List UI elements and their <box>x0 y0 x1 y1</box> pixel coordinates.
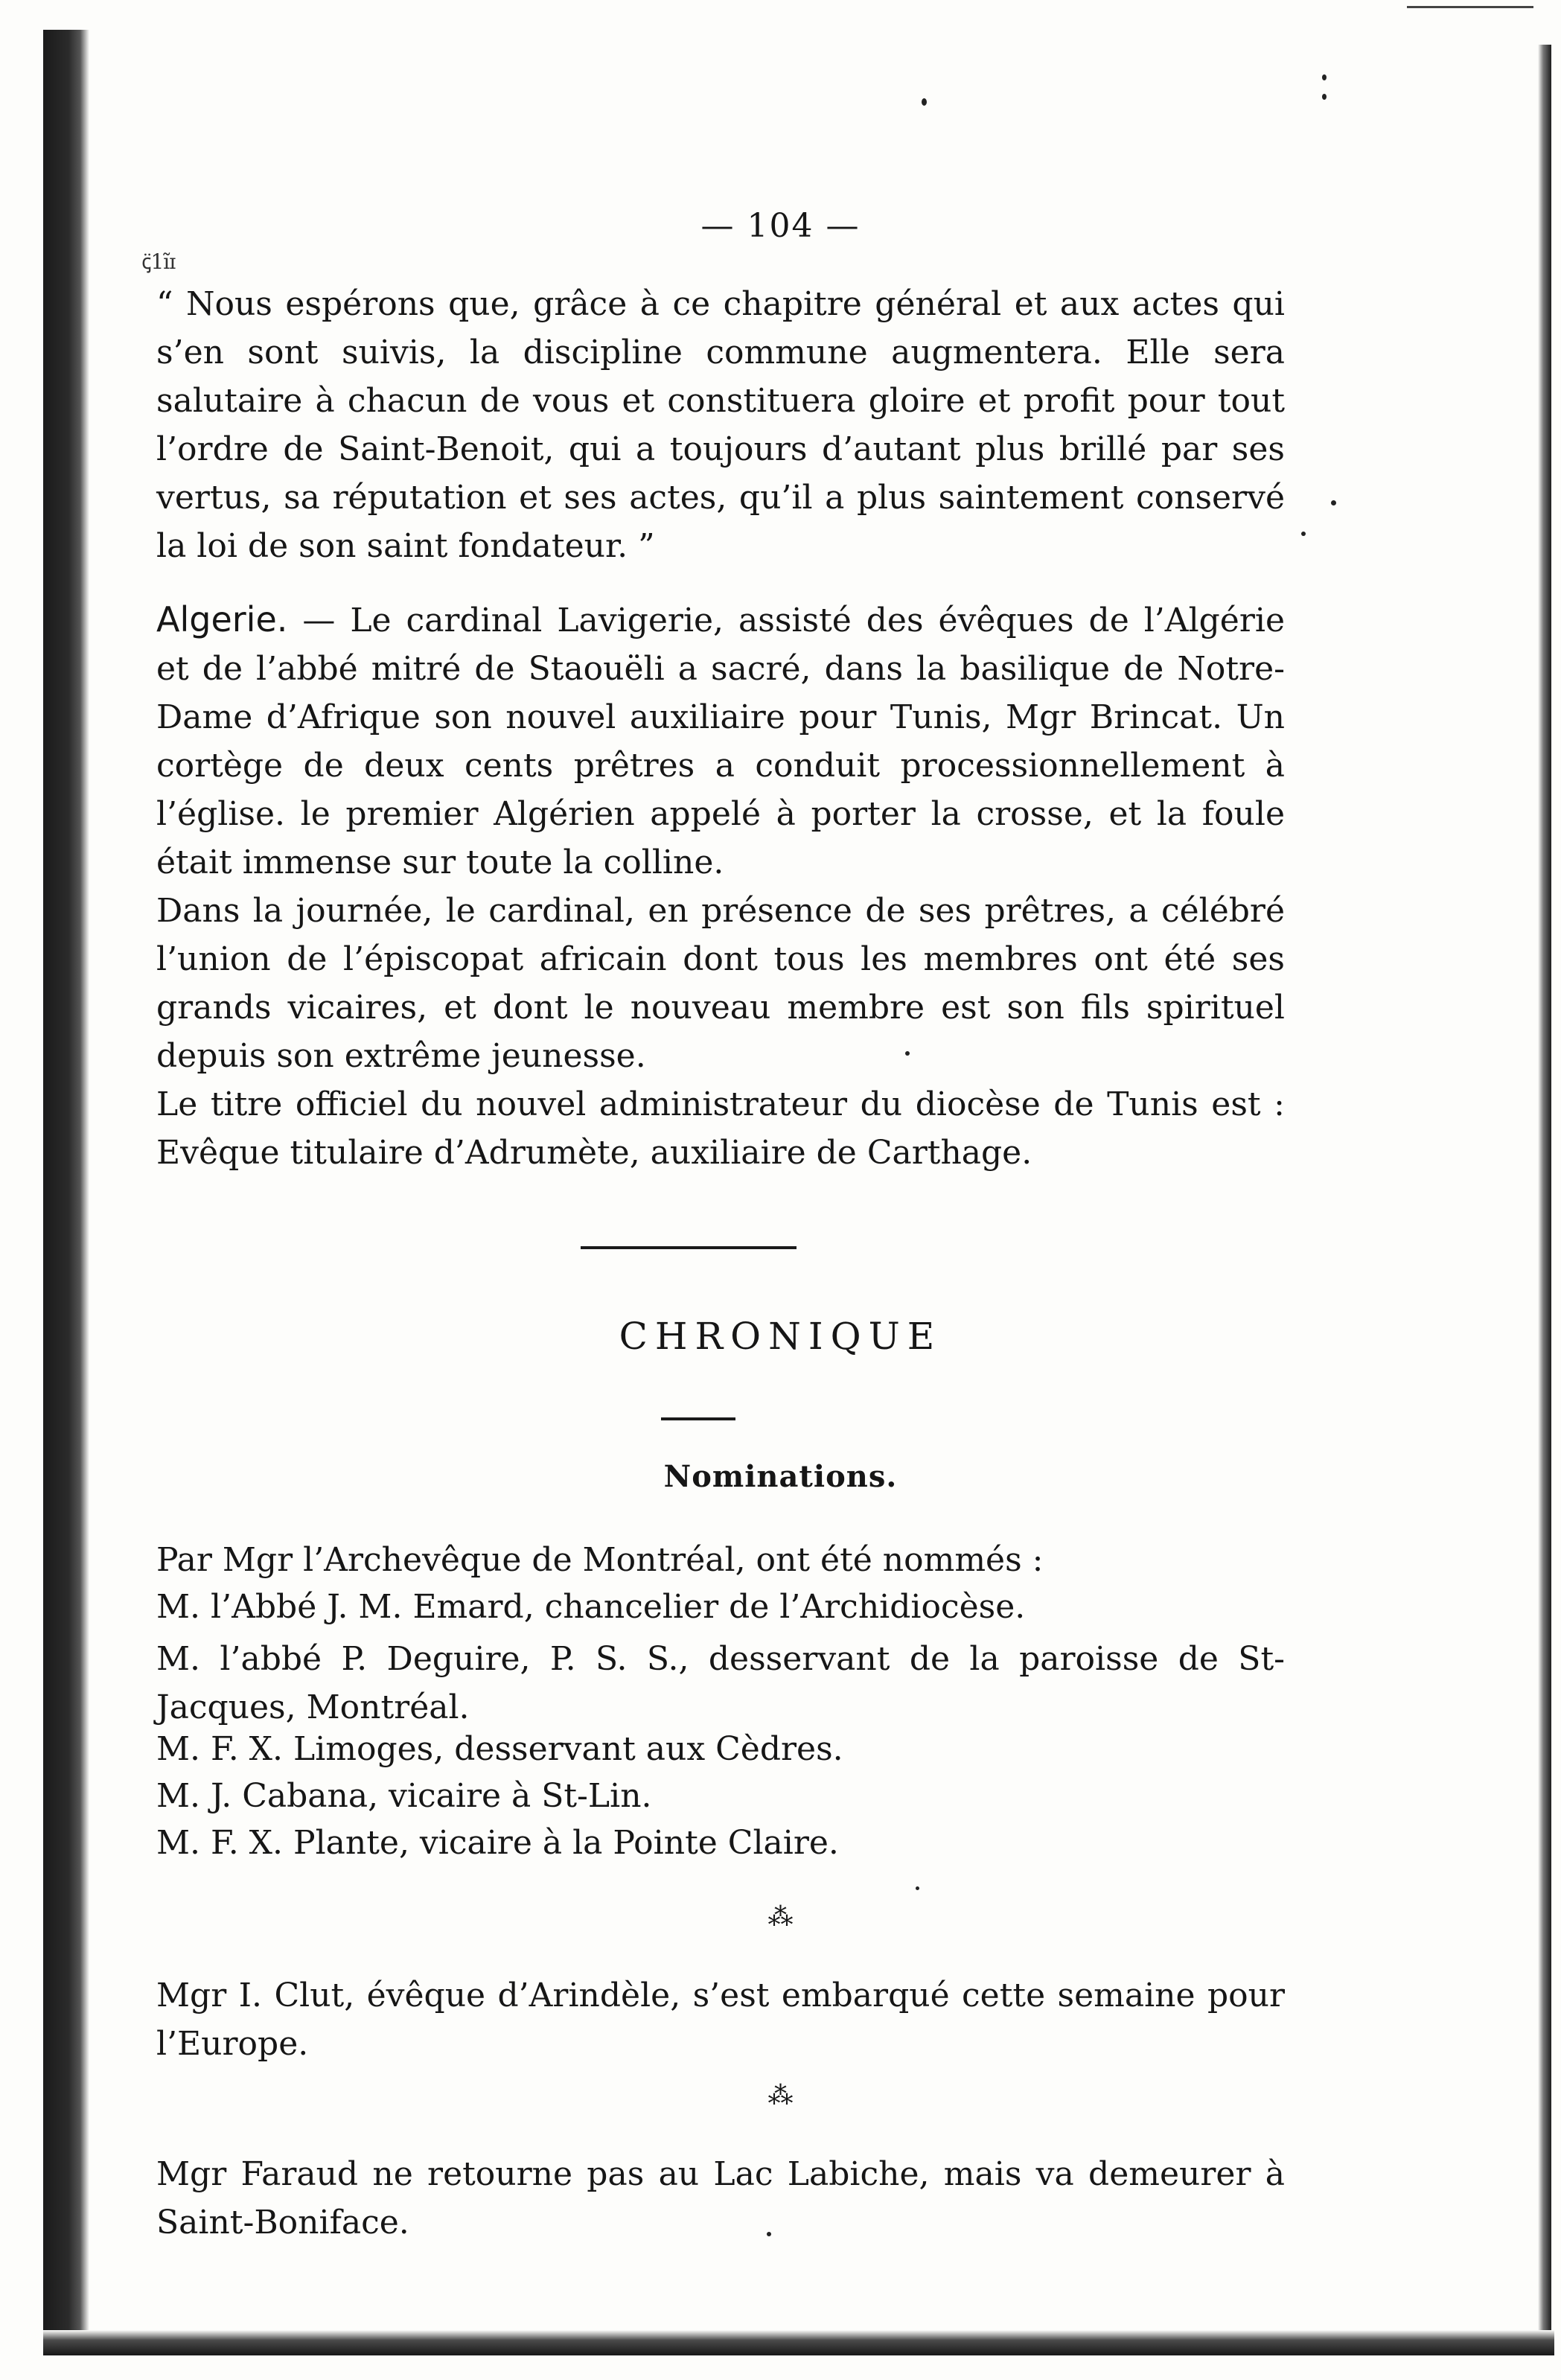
scan-edge-left <box>43 30 89 2352</box>
speck <box>1322 74 1327 80</box>
scan-edge-bottom <box>43 2330 1554 2355</box>
chronique-heading: CHRONIQUE <box>619 1315 942 1358</box>
page-number: — 104 — <box>700 207 861 245</box>
nomination-item: M. F. X. Plante, vicaire à la Pointe Claire. <box>156 1824 839 1862</box>
nominations-subheading: Nominations. <box>663 1459 898 1494</box>
nomination-item: M. J. Cabana, vicaire à St-Lin. <box>156 1777 652 1815</box>
nominations-intro: Par Mgr l’Archevêque de Montréal, ont été nommés : <box>156 1541 1044 1579</box>
algerie-text: — Le cardinal Lavigerie, assisté des évêques de l’Algérie et de l’abbé mitré de Staouëli a sacré, dans la basilique de Notre-Dame d’Afrique son nouvel auxiliaire pour Tunis, Mgr Brincat. Un cortège de deux cents prêtres a conduit processionnellement à l’église. le premier Algérien appelé à porter la crosse, et la foule était immense sur toute la colline. <box>156 602 1285 881</box>
clut-paragraph <box>156 1971 1285 2068</box>
scan-edge-right <box>1538 45 1551 2338</box>
nomination-item: M. l’Abbé J. M. Emard, chancelier de l’Archidiocèse. <box>156 1588 1026 1626</box>
speck <box>1331 500 1336 505</box>
faraud-text: Mgr Faraud ne retourne pas au Lac Labiche, mais va demeurer à Saint-Boniface. <box>156 2155 1285 2242</box>
nomination-item: M. F. X. Limoges, desservant aux Cèdres. <box>156 1730 843 1768</box>
algerie-paragraph-2: Dans la journée, le cardinal, en présence de ses prêtres, a célébré l’union de l’épiscopat africain dont tous les membres ont été ses grands vicaires, et dont le nouveau membre est son fils spirituel depuis son extrême jeunesse. <box>156 892 1285 1075</box>
nomination-item-text: M. l’abbé P. Deguire, P. S. S., desservant de la paroisse de St-Jacques, Montréal. <box>156 1640 1285 1726</box>
algerie-title: Algerie. <box>156 599 288 639</box>
speck <box>1301 532 1306 536</box>
algerie-section <box>156 596 1285 1177</box>
heading-divider <box>661 1417 735 1420</box>
algerie-paragraph-3: Le titre officiel du nouvel administrateur du diocèse de Tunis est : Evêque titulaire d’Adrumète, auxiliaire de Carthage. <box>156 1085 1285 1172</box>
margin-smudge: ꞔ̈1ĩɪ <box>141 249 176 274</box>
speck <box>1322 94 1327 100</box>
speck <box>916 1886 919 1890</box>
section-divider <box>581 1246 797 1249</box>
quote-text: “ Nous espérons que, grâce à ce chapitre général et aux actes qui s’en sont suivis, la discipline commune augmentera. Elle sera salutaire à chacun de vous et constituera gloire et profit pour tout l’ordre de Saint-Benoit, qui a toujours d’autant plus brillé par ses vertus, sa réputation et ses actes, qu’il a plus saintement conservé la loi de son saint fondateur. ” <box>156 285 1285 565</box>
speck <box>922 98 927 106</box>
asterism-divider: ⁂ <box>767 1902 794 1932</box>
asterism-divider: ⁂ <box>767 2081 794 2111</box>
quote-paragraph <box>156 280 1285 570</box>
nomination-item <box>156 1635 1285 1732</box>
scan-edge-top <box>1407 6 1533 8</box>
faraud-paragraph <box>156 2150 1285 2247</box>
clut-text: Mgr I. Clut, évêque d’Arindèle, s’est embarqué cette semaine pour l’Europe. <box>156 1977 1285 2063</box>
algerie-paragraph <box>156 596 1285 887</box>
